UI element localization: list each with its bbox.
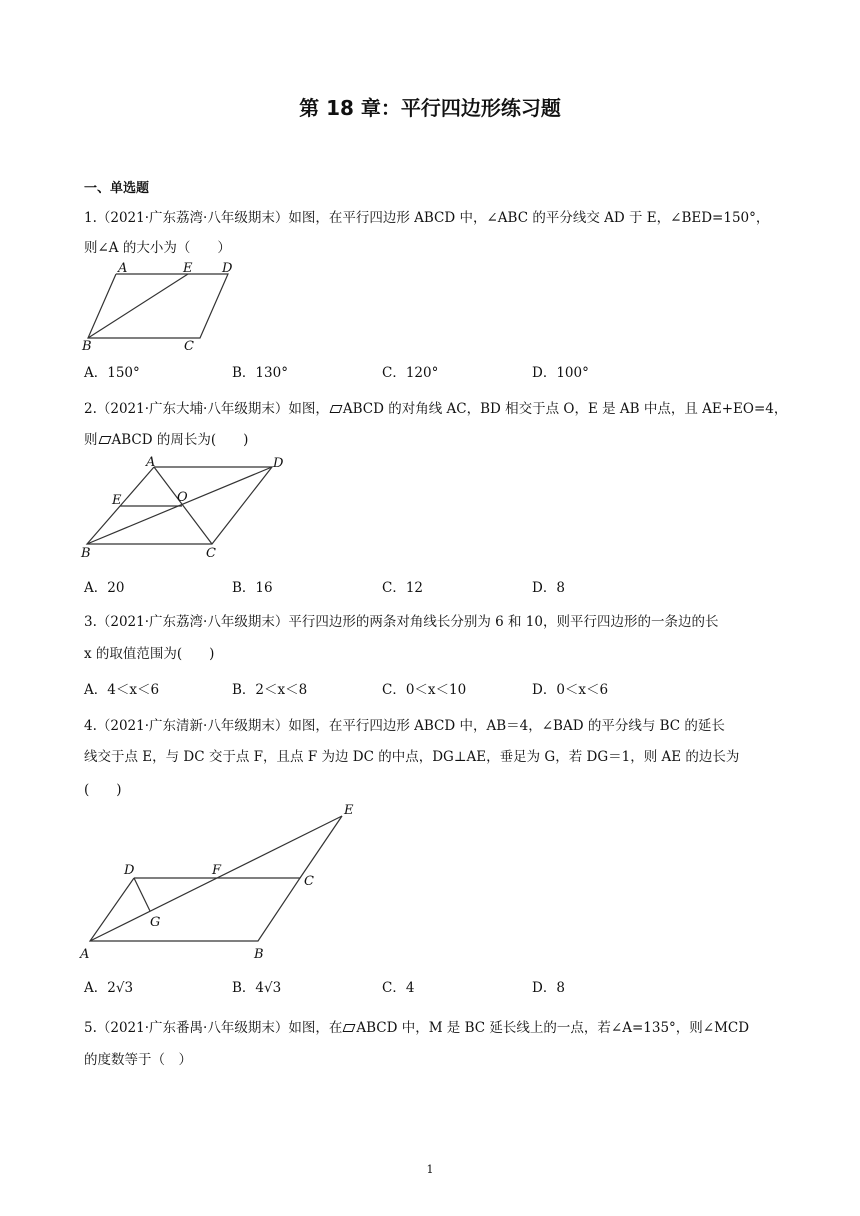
q2-label-e: E	[112, 493, 122, 508]
q1-stem-line2: 则∠A 的大小为（ ）	[84, 240, 231, 256]
q4-stem-line1: 4.（2021·广东清新·八年级期末）如图，在平行四边形 ABCD 中，AB＝4，∠BAD 的平分线与 BC 的延长	[84, 718, 725, 734]
q2-stem-line1	[84, 397, 787, 417]
q2-stem-part4: ABCD 的周长为( )	[111, 432, 249, 448]
q2-option-a[interactable]: A．20	[84, 580, 125, 596]
q1-label-d: D	[222, 261, 233, 276]
parallelogram-symbol-icon	[343, 1024, 356, 1032]
q2-label-a: A	[146, 455, 156, 470]
q4-label-e: E	[344, 803, 354, 818]
q1-label-a: A	[118, 261, 128, 276]
q5-stem-line1	[84, 1016, 749, 1036]
q1-stem-line1: 1.（2021·广东荔湾·八年级期末）如图，在平行四边形 ABCD 中，∠ABC 的平分线交 AD 于 E，∠BED=150°，	[84, 210, 770, 226]
q1-label-b: B	[82, 339, 92, 352]
q4-figure	[78, 800, 368, 966]
q4-label-g: G	[150, 915, 161, 930]
q3-option-b[interactable]: B．2＜x＜8	[232, 682, 308, 698]
q4-option-a[interactable]: A．2√3	[84, 980, 134, 996]
q4-label-a: A	[80, 947, 90, 962]
q2-option-c[interactable]: C．12	[382, 580, 424, 596]
parallelogram-symbol-icon	[329, 405, 342, 413]
q4-option-c[interactable]: C．4	[382, 980, 415, 996]
parallelogram-symbol-icon	[98, 436, 111, 444]
q4-option-d[interactable]: D．8	[532, 980, 565, 996]
section-heading: 一、单选题	[84, 181, 150, 196]
q4-stem-line2: 线交于点 E，与 DC 交于点 F，且点 F 为边 DC 的中点，DG⊥AE，垂足为 G，若 DG＝1，则 AE 的边长为	[84, 749, 740, 765]
q5-stem-part2: ABCD 中，M 是 BC 延长线上的一点，若∠A=135°，则∠MCD	[356, 1020, 750, 1036]
q2-label-c: C	[206, 546, 216, 561]
page-number: 1	[426, 1163, 434, 1176]
q2-label-d: D	[273, 456, 284, 471]
q1-option-d[interactable]: D．100°	[532, 365, 589, 381]
q4-option-b[interactable]: B．4√3	[232, 980, 282, 996]
q3-stem-line1: 3.（2021·广东荔湾·八年级期末）平行四边形的两条对角线长分别为 6 和 10，则平行四边形的一条边的长	[84, 614, 719, 630]
q2-figure	[78, 455, 298, 561]
q3-option-a[interactable]: A．4＜x＜6	[84, 682, 160, 698]
q2-label-b: B	[81, 546, 91, 561]
q2-label-o: O	[177, 490, 188, 505]
q5-stem-part1: 5.（2021·广东番禺·八年级期末）如图，在	[84, 1020, 343, 1036]
q4-stem-line3: ( )	[84, 782, 122, 798]
q1-option-b[interactable]: B．130°	[232, 365, 288, 381]
q2-stem-line2	[84, 428, 248, 448]
q4-label-d: D	[124, 863, 135, 878]
q2-option-b[interactable]: B．16	[232, 580, 273, 596]
q1-label-c: C	[184, 339, 194, 352]
q5-stem-line2: 的度数等于（ ）	[84, 1052, 192, 1068]
q2-stem-part1: 2.（2021·广东大埔·八年级期末）如图，	[84, 401, 329, 417]
q1-option-a[interactable]: A．150°	[84, 365, 140, 381]
q2-stem-part3: 则	[84, 432, 98, 448]
q1-figure	[80, 260, 240, 352]
q3-stem-line2: x 的取值范围为( )	[84, 646, 215, 662]
q1-label-e: E	[183, 261, 193, 276]
q3-option-d[interactable]: D．0＜x＜6	[532, 682, 609, 698]
q3-option-c[interactable]: C．0＜x＜10	[382, 682, 467, 698]
page-title: 第 18 章：平行四边形练习题	[299, 96, 561, 120]
q4-label-c: C	[304, 874, 314, 889]
q1-option-c[interactable]: C．120°	[382, 365, 439, 381]
q4-label-b: B	[254, 947, 264, 962]
q2-stem-part2: ABCD 的对角线 AC，BD 相交于点 O，E 是 AB 中点，且 AE+EO=4，	[342, 401, 788, 417]
q2-option-d[interactable]: D．8	[532, 580, 565, 596]
q4-label-f: F	[212, 863, 222, 878]
